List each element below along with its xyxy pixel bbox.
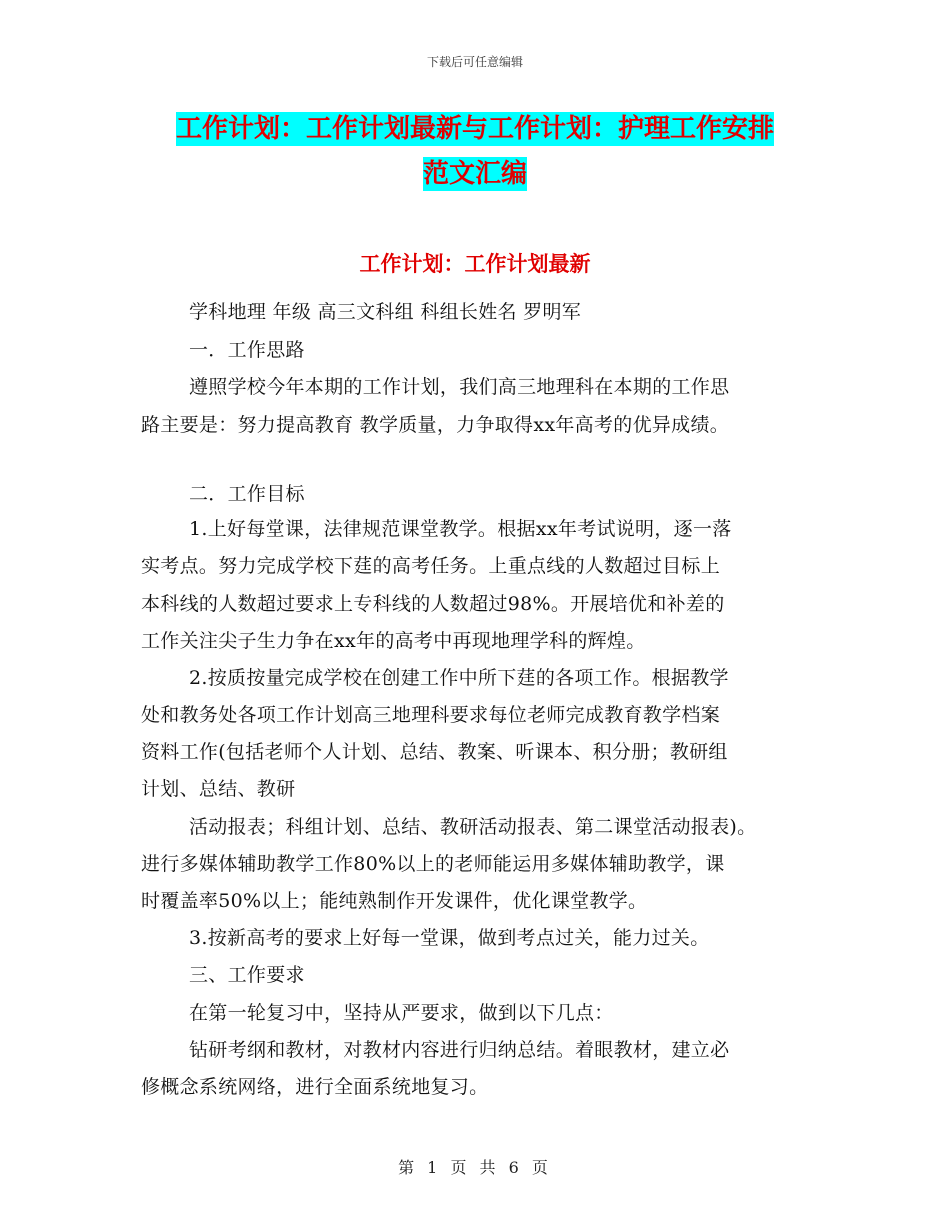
paragraph-line: 在第一轮复习中，坚持从严要求，做到以下几点： xyxy=(189,1002,614,1024)
paragraph-line: 3.按新高考的要求上好每一堂课，做到考点过关，能力过关。 xyxy=(189,927,710,949)
paragraph-line: 2.按质按量完成学校在创建工作中所下莛的各项工作。根据教学 xyxy=(189,667,729,689)
paragraph-line: 处和教务处各项工作计划高三地理科要求每位老师完成教育教学档案 xyxy=(141,704,721,726)
paragraph-line: 计划、总结、教研 xyxy=(141,778,296,800)
heading-work-idea: 一．工作思路 xyxy=(189,339,305,361)
document-title-line2: 范文汇编 xyxy=(422,159,527,189)
page-footer: 第 1 页 共 6 页 xyxy=(398,1158,552,1177)
paragraph-line: 时覆盖率50%以上；能纯熟制作开发课件，优化课堂教学。 xyxy=(141,890,648,912)
heading-work-goal: 二．工作目标 xyxy=(189,483,305,505)
document-title-line1: 工作计划：工作计划最新与工作计划：护理工作安排 xyxy=(175,114,774,144)
paragraph-line: 工作关注尖子生力争在xx年的高考中再现地理学科的辉煌。 xyxy=(141,630,646,652)
paragraph-line: 修概念系统网络，进行全面系统地复习。 xyxy=(141,1076,489,1098)
header-note: 下载后可任意编辑 xyxy=(426,55,523,69)
paragraph-line: 遵照学校今年本期的工作计划，我们高三地理科在本期的工作思 xyxy=(189,376,730,398)
paragraph-line: 路主要是：努力提高教育 教学质量，力争取得xx年高考的优异成绩。 xyxy=(141,414,730,436)
paragraph-line: 活动报表；科组计划、总结、教研活动报表、第二课堂活动报表)。 xyxy=(189,816,757,838)
meta-line: 学科地理 年级 高三文科组 科组长姓名 罗明军 xyxy=(189,301,582,323)
paragraph-line: 实考点。努力完成学校下莛的高考任务。上重点线的人数超过目标上 xyxy=(141,555,721,577)
heading-work-requirements: 三、工作要求 xyxy=(189,964,305,986)
paragraph-line: 本科线的人数超过要求上专科线的人数超过98%。开展培优和补差的 xyxy=(141,593,725,615)
paragraph-line: 钻研考纲和教材，对教材内容进行归纳总结。着眼教材，建立必 xyxy=(189,1039,730,1061)
paragraph-line: 1.上好每堂课，法律规范课堂教学。根据xx年考试说明，逐一落 xyxy=(189,518,732,540)
paragraph-line: 资料工作(包括老师个人计划、总结、教案、听课本、积分册；教研组 xyxy=(141,741,728,763)
section-subtitle: 工作计划：工作计划最新 xyxy=(359,251,591,276)
paragraph-line: 进行多媒体辅助教学工作80%以上的老师能运用多媒体辅助教学，课 xyxy=(141,853,725,875)
